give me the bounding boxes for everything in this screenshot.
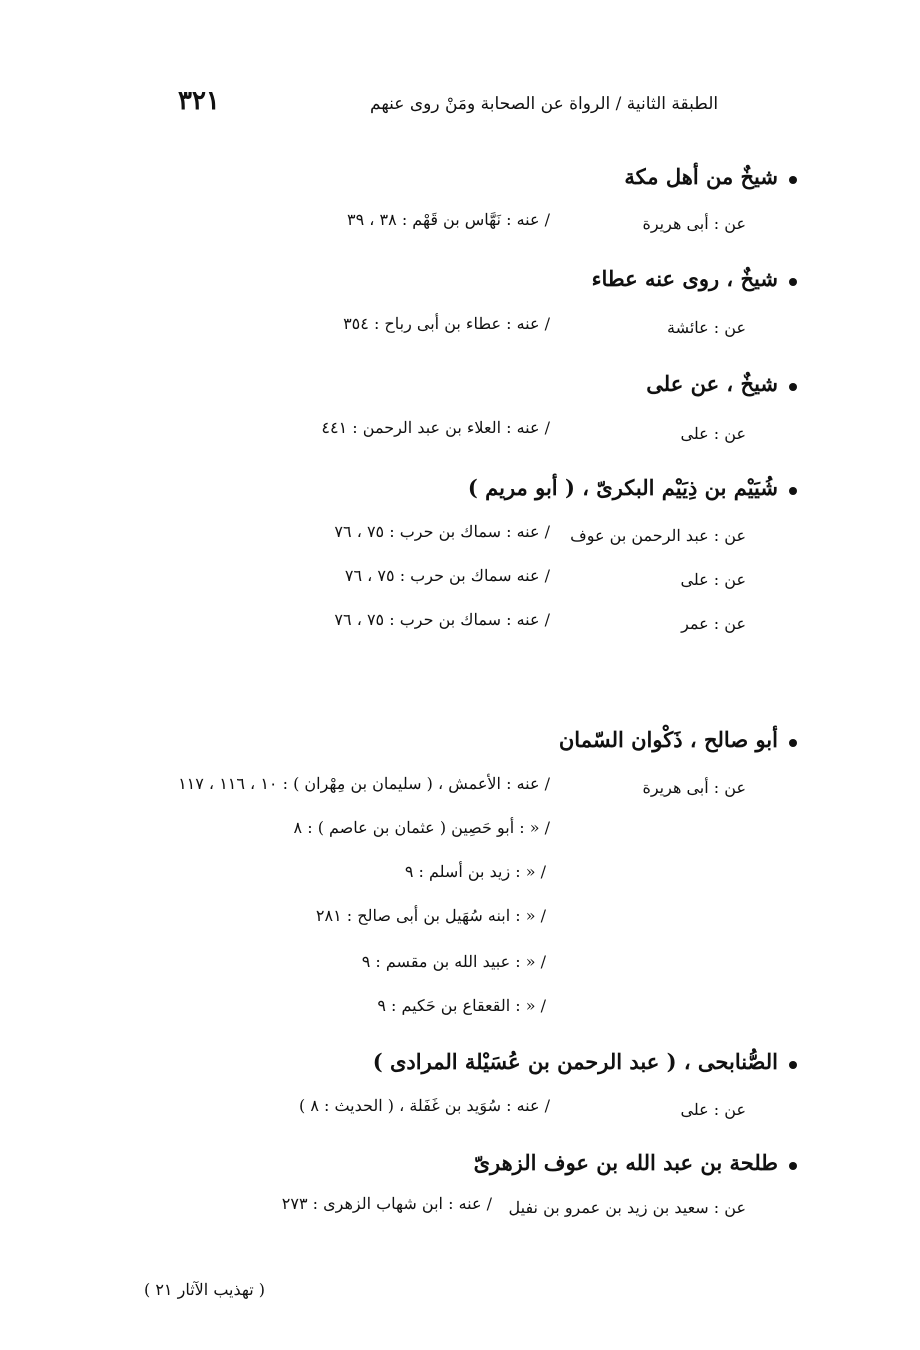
entry-from: عن : سعيد بن زيد بن عمرو بن نفيل — [508, 1198, 746, 1217]
entry-to: / عنه : عطاء بن أبى رباح : ٣٥٤ — [343, 314, 550, 333]
bullet-icon — [789, 487, 797, 495]
entry-to: / عنه : سماك بن حرب : ٧٥ ، ٧٦ — [334, 522, 550, 541]
entry-to: / عنه : سُوَيد بن غَفَلة ، ( الحديث : ٨ ) — [298, 1096, 550, 1115]
entry-to: / « : عبيد الله بن مقسم : ٩ — [361, 952, 546, 971]
entry-from: عن : أبى هريرة — [642, 214, 746, 233]
entry-to: / عنه سماك بن حرب : ٧٥ ، ٧٦ — [344, 566, 550, 585]
entry-from: عن : عمر — [681, 614, 746, 633]
entry-to: / عنه : سماك بن حرب : ٧٥ ، ٧٦ — [334, 610, 550, 629]
entry-from: عن : على — [680, 1100, 746, 1119]
running-title: الطبقة الثانية / الرواة عن الصحابة ومَنْ روى عنهم — [370, 94, 719, 114]
bullet-icon — [789, 739, 797, 747]
entry-title: أبو صالح ، ذَكْوان السّمان — [558, 727, 778, 752]
entry-title: شيخٌ ، روى عنه عطاء — [591, 266, 778, 291]
entry-from: عن : على — [680, 424, 746, 443]
entry-from: عن : عبد الرحمن بن عوف — [570, 526, 746, 545]
entry-title: شُيَيْم بن ذِيَيْم البكرىّ ، ( أبو مريم ) — [467, 475, 778, 500]
bullet-icon — [789, 383, 797, 391]
entry-to: / « : ابنه سُهَيل بن أبى صالح : ٢٨١ — [315, 906, 546, 925]
entry-to: / « : القعقاع بن حَكيم : ٩ — [377, 996, 546, 1015]
bullet-icon — [789, 278, 797, 286]
footer-label: ( تهذيب الآثار ٢١ ) — [144, 1280, 266, 1299]
entry-title: شيخٌ من أهل مكة — [624, 164, 778, 189]
entry-title: شيخٌ ، عن على — [646, 371, 778, 396]
entry-to: / « : زيد بن أسلم : ٩ — [404, 862, 546, 881]
bullet-icon — [789, 176, 797, 184]
entry-to: / عنه : العلاء بن عبد الرحمن : ٤٤١ — [321, 418, 550, 437]
entry-to: / عنه : ابن شهاب الزهرى : ٢٧٣ — [281, 1194, 492, 1213]
entry-title: الصُّنابحى ، ( عبد الرحمن بن عُسَيْلة المرادى ) — [372, 1049, 778, 1074]
entry-to: / عنه : الأعمش ، ( سليمان بن مِهْران ) : ١٠ ، ١١٦ ، ١١٧ — [178, 774, 550, 793]
entry-title: طلحة بن عبد الله بن عوف الزهرىّ — [473, 1150, 778, 1175]
bullet-icon — [789, 1061, 797, 1069]
entry-to: / عنه : نَهَّاس بن قَهْم : ٣٨ ، ٣٩ — [347, 210, 550, 229]
entry-from: عن : عائشة — [666, 318, 746, 337]
entry-from: عن : على — [680, 570, 746, 589]
entry-from: عن : أبى هريرة — [642, 778, 746, 797]
entry-to: / « : أبو حَصِين ( عثمان بن عاصم ) : ٨ — [293, 818, 550, 837]
page-number: ٣٢١ — [178, 86, 220, 116]
bullet-icon — [789, 1162, 797, 1170]
